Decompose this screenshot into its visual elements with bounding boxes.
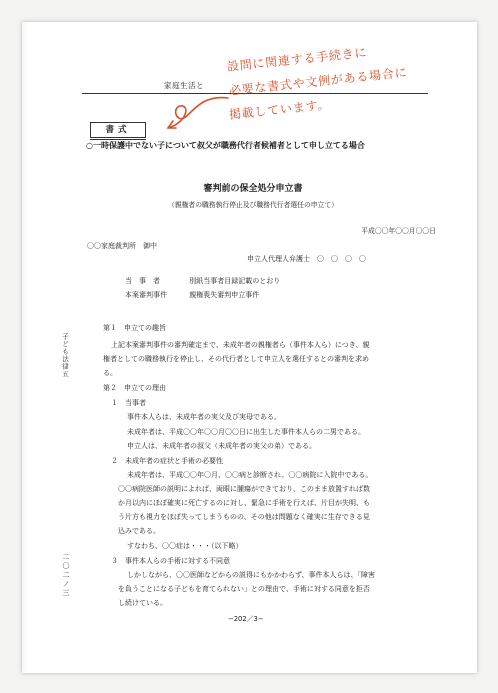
body-line: を負うことになる子どもを育てられない」との理由で、手術に対する同意を拒否	[118, 585, 370, 593]
annotation-arrow-icon	[150, 88, 240, 138]
body-line: し続けている。	[118, 599, 167, 607]
party-label: 当 事 者	[125, 277, 160, 285]
body-line: る。	[103, 369, 117, 377]
body-line: ３ 事件本人らの手術に対する不同意	[111, 557, 230, 565]
body-line: 未成年者は、平成〇〇年〇〇月〇〇日に出生した事件本人らの二男である。	[127, 428, 365, 436]
body-line: 〇〇病院医師の説明によれば、両眼に腫瘍ができており、このまま放置すれば数	[118, 485, 370, 493]
form-subject: ○一時保護中でない子について叔父が職務代行者候補者として申し立てる場合	[86, 141, 365, 150]
body-line: 権者としての職務執行を停止し、その代行者として申立人を選任するとの審判を求め	[103, 355, 369, 363]
body-line: １ 当事者	[111, 399, 146, 407]
body-line: 第１ 申立ての趣旨	[103, 324, 166, 332]
body-line: ２ 未成年者の症状と手術の必要性	[111, 457, 223, 465]
page-shadow	[22, 22, 28, 673]
case-row	[125, 290, 259, 300]
page-footer: −202／3−	[228, 615, 264, 623]
body-line: う片方も視力をほぼ失ってしまうものの、その他は問題なく確実に生存できる見	[118, 513, 370, 521]
body-line: 未成年者は、平成〇〇年〇月、〇〇病と診断され、〇〇病院に入院中である。	[127, 471, 373, 479]
body-line: すなわち、〇〇症は・・・（以下略）	[127, 542, 243, 550]
document-subtitle: （親権者の職務執行停止及び職務代行者選任の申立て）	[168, 201, 338, 209]
body-line: 上記本案審判事件の審判確定まで、未成年者の親権者ら（事件本人ら）につき、親	[111, 341, 370, 349]
attorney-line: 申立人代理人弁護士 〇 〇 〇 〇	[247, 255, 366, 263]
margin-book-title: 子ども法律五	[61, 333, 69, 378]
party-value: 別紙当事者目録記載のとおり	[189, 277, 281, 285]
body-line: 事件本人らは、未成年者の実父及び実母である。	[127, 413, 281, 421]
body-line: 第２ 申立ての理由	[103, 384, 166, 392]
body-line: 申立人は、未成年者の叔父（未成年者の実父の弟）である。	[127, 442, 316, 450]
case-label: 本案審判事件	[125, 291, 167, 299]
annotation-line-3: 掲載しています。	[228, 97, 331, 122]
filing-date: 平成〇〇年〇〇月〇〇日	[361, 227, 436, 235]
body-line: か月以内にほぼ確実に死亡するのに対し、緊急に手術を行えば、片目が失明、も	[118, 499, 370, 507]
case-value: 親権喪失審判申立事件	[189, 291, 260, 299]
annotation-line-1: 設問に関連する手続きに	[226, 45, 368, 74]
running-header: 家庭生活と	[164, 81, 204, 90]
court-name: 〇〇家庭裁判所 御中	[87, 242, 157, 250]
document-title: 審判前の保全処分申立書	[203, 184, 303, 194]
parties-row	[125, 276, 280, 286]
body-line: 込みである。	[118, 527, 160, 535]
margin-page-number: 二〇二ノ三	[62, 553, 70, 598]
form-badge: 書式	[90, 122, 146, 138]
body-line: しかしながら、〇〇医師などからの説得にもかかわらず、事件本人らは、「障害	[127, 571, 375, 579]
annotation-line-2: 必要な書式や文例がある場合に	[228, 65, 408, 98]
